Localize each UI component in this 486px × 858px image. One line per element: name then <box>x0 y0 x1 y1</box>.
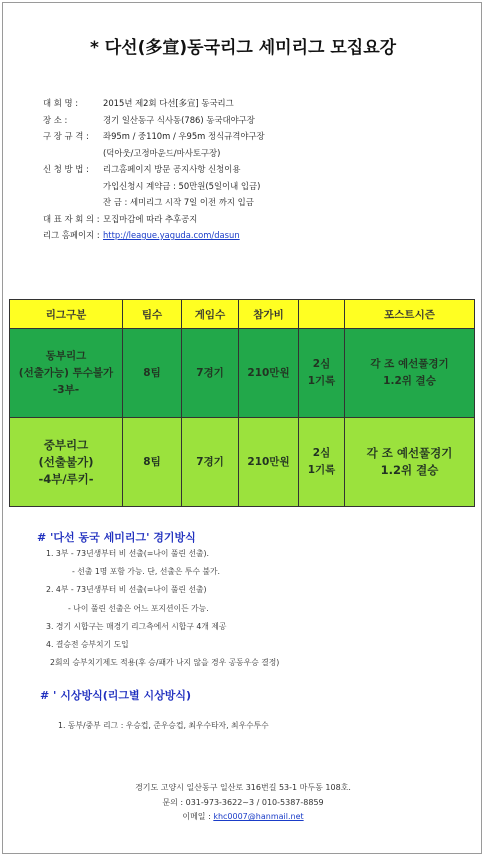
teams-cell: 8팀 <box>123 418 182 507</box>
division-tier: -3부- <box>52 383 80 396</box>
rule-item: - 나이 풀린 선출은 어느 포지션이든 가능. <box>68 603 209 613</box>
info-value: 가입신청시 계약금 : 50만원(5일이내 입금) <box>103 180 261 191</box>
info-label: 대 회 명 : <box>43 98 79 108</box>
info-value: 2015년 제2회 다선[多宣] 동국리그 <box>103 98 234 108</box>
info-label <box>43 194 103 211</box>
division-note: (선출가능) 투수불가 <box>18 366 114 379</box>
footer <box>0 781 486 825</box>
rule-item: 1. 3부 - 73년생부터 비 선출(=나이 풀린 선출). <box>46 549 210 558</box>
division-cell <box>10 418 123 507</box>
umpire-cell <box>299 329 345 418</box>
table-header-row <box>10 300 475 329</box>
game-method-heading: # '다선 동국 세미리그' 경기방식 <box>37 531 196 544</box>
email-link[interactable]: khc0007@hanmail.net <box>213 812 304 821</box>
umpire-count: 2심 <box>312 447 331 459</box>
footer-phone: 문의 : 031-973-3622~3 / 010-5387-8859 <box>162 797 324 807</box>
info-row <box>43 227 463 244</box>
info-label: 대 표 자 회 의 : <box>43 213 100 224</box>
division-name: 중부리그 <box>43 437 89 452</box>
info-row <box>43 178 463 195</box>
info-value: 잔 금 : 세미리그 시작 7일 이전 까지 입금 <box>103 197 254 207</box>
rule-item: 2회의 승부치기제도 적용(후 승/패가 나지 않을 경우 공동우승 결정) <box>50 658 280 668</box>
scorer-count: 1기록 <box>307 375 336 387</box>
info-value: 좌95m / 중110m / 우95m 정식규격야구장 <box>103 131 265 141</box>
games-cell: 7경기 <box>182 329 239 418</box>
info-value: 경기 일산동구 식사동(786) 동국대야구장 <box>103 114 255 125</box>
rule-item: 2. 4부 - 73년생부터 비 선출(=나이 풀린 선출) <box>46 585 207 595</box>
header-fee: 참가비 <box>239 300 299 329</box>
info-list <box>43 95 463 244</box>
header-teams: 팀수 <box>123 300 182 329</box>
info-value: 모집마감에 따라 추후공지 <box>103 213 198 224</box>
footer-address: 경기도 고양시 일산동구 일산로 316번길 53-1 마두동 108호. <box>135 783 351 792</box>
postseason-cell <box>345 418 475 507</box>
info-label <box>43 145 103 162</box>
teams-cell: 8팀 <box>123 329 182 418</box>
info-row <box>43 161 463 178</box>
info-label: 신 청 방 법 : <box>43 164 89 174</box>
division-note: (선출불가) <box>38 454 94 469</box>
division-cell <box>10 329 123 418</box>
footer-email-line <box>0 810 486 825</box>
postseason-final: 1.2위 결승 <box>380 463 439 477</box>
info-row <box>43 211 463 228</box>
header-division: 리그구분 <box>10 300 123 329</box>
info-label: 구 장 규 격 : <box>43 131 89 141</box>
info-row <box>43 128 463 145</box>
info-label <box>43 178 103 195</box>
scorer-count: 1기록 <box>307 464 336 476</box>
header-games: 게임수 <box>182 300 239 329</box>
umpire-cell <box>299 418 345 507</box>
postseason-format: 각 조 예선풀경기 <box>370 358 449 370</box>
division-name: 동부리그 <box>45 349 87 362</box>
rule-item: 3. 경기 시합구는 매경기 리그측에서 시합구 4개 제공 <box>46 621 227 631</box>
homepage-link[interactable]: http://league.yaguda.com/dasun <box>103 230 240 240</box>
info-label: 장 소 : <box>43 114 68 125</box>
award-item: 1. 동부/중부 리그 : 우승컵, 준우승컵, 최우수타자, 최우수투수 <box>58 721 269 730</box>
info-value: 리그홈페이지 방문 공지사항 신청이용 <box>103 164 241 174</box>
fee-cell: 210만원 <box>239 418 299 507</box>
umpire-count: 2심 <box>312 358 331 370</box>
page-title: * 다선(多宣)동국리그 세미리그 모집요강 <box>89 38 397 58</box>
header-umpire <box>299 300 345 329</box>
division-tier: -4부/루키- <box>38 471 94 486</box>
info-row <box>43 145 463 162</box>
postseason-format: 각 조 예선풀경기 <box>366 446 453 460</box>
info-label: 리그 홈페이지 : <box>43 230 100 240</box>
info-row <box>43 112 463 129</box>
info-row <box>43 95 463 112</box>
info-value: (덕아웃/고정마운드/마사토구장) <box>103 147 221 158</box>
award-heading: # ' 시상방식(리그별 시상방식) <box>40 689 192 702</box>
postseason-final: 1.2위 결승 <box>383 375 436 387</box>
rule-item: - 선출 1명 포함 가능. 단, 선출은 투수 불가. <box>72 567 221 577</box>
rule-item: 4. 결승전 승부치기 도입 <box>46 640 129 650</box>
table-row <box>10 329 475 418</box>
games-cell: 7경기 <box>182 418 239 507</box>
table-row <box>10 418 475 507</box>
fee-cell: 210만원 <box>239 329 299 418</box>
header-postseason: 포스트시즌 <box>345 300 475 329</box>
league-table <box>9 299 475 507</box>
footer-email-label: 이메일 : <box>182 812 214 821</box>
postseason-cell <box>345 329 475 418</box>
game-rules-list <box>46 545 279 672</box>
info-row <box>43 194 463 211</box>
